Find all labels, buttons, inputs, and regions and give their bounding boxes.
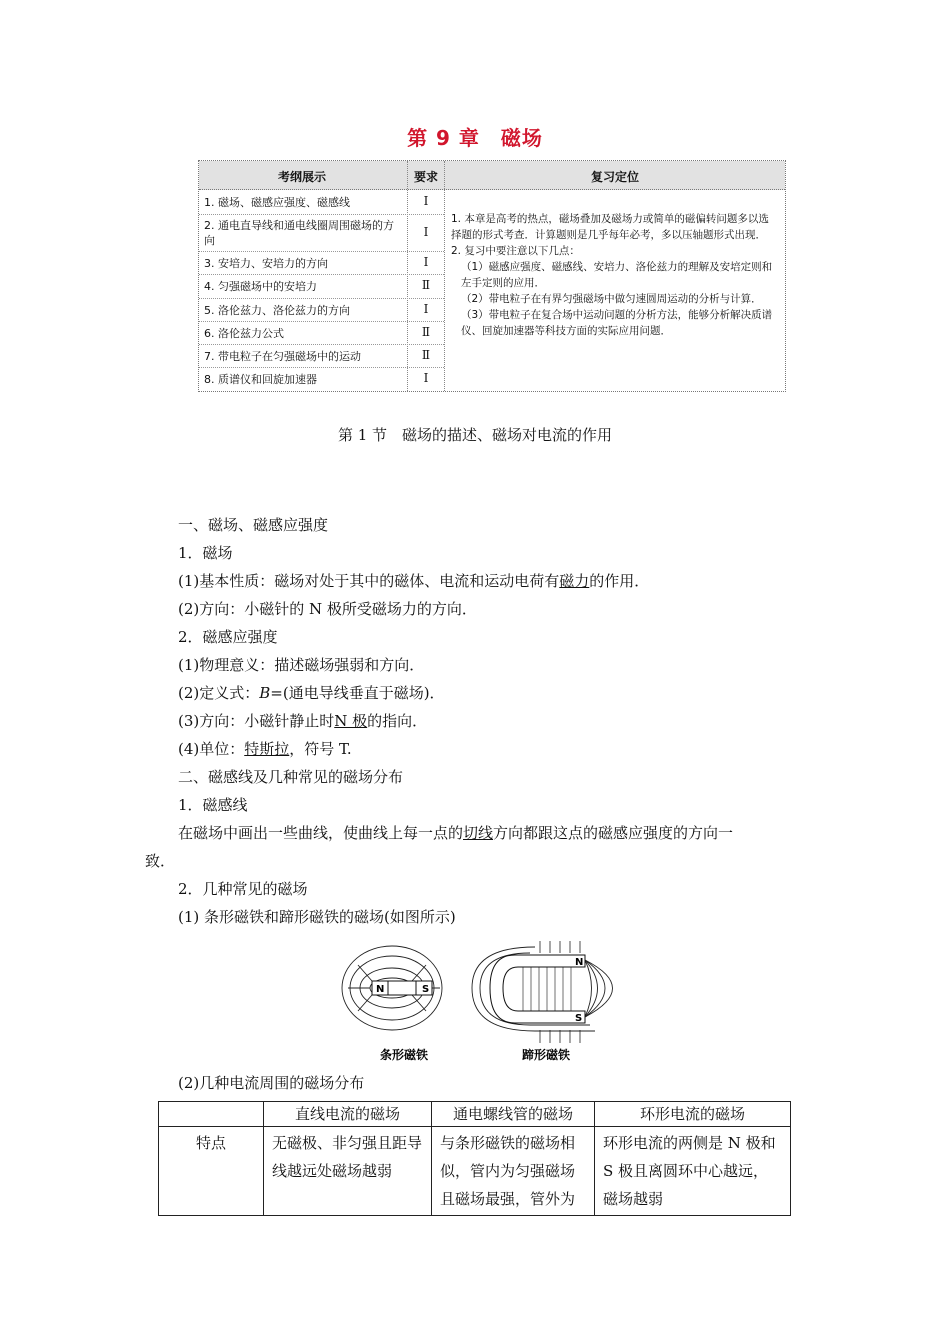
syllabus-table (198, 160, 786, 392)
subheading-field-lines: 1．磁感线 (178, 796, 248, 814)
subheading-magnetic-field: 1．磁场 (178, 544, 233, 562)
paragraph-direction: (2)方向：小磁针的 N 极所受磁场力的方向． (178, 600, 477, 618)
header-requirement: 要求 (413, 170, 438, 184)
magnet-field-diagram (340, 935, 640, 1070)
paragraph-b-direction: (3)方向：小磁针静止时N 极的指向． (178, 712, 428, 730)
chapter-title: 第 9 章 磁场 (407, 126, 543, 150)
row-label: 特点 (159, 1127, 264, 1216)
syllabus-header (199, 161, 785, 190)
syllabus-row: 3. 安培力、安培力的方向 Ⅰ (199, 252, 444, 275)
paragraph-physical-meaning: (1)物理意义：描述磁场强弱和方向． (178, 656, 425, 674)
table-header-solenoid: 通电螺线管的磁场 (432, 1102, 595, 1127)
current-field-table (158, 1101, 791, 1216)
section-title: 第 1 节 磁场的描述、磁场对电流的作用 (337, 426, 613, 444)
syllabus-row: 4. 匀强磁场中的安培力 Ⅱ (199, 275, 444, 299)
table-header-row (159, 1102, 791, 1127)
bar-magnet-s-label: S (422, 984, 430, 995)
syllabus-row: 6. 洛伦兹力公式 Ⅱ (199, 322, 444, 345)
syllabus-row: 1. 磁场、磁感应强度、磁感线 Ⅰ (199, 191, 444, 215)
subheading-induction: 2．磁感应强度 (178, 628, 278, 646)
table-header-loop: 环形电流的磁场 (595, 1102, 791, 1127)
subheading-common-fields: 2．几种常见的磁场 (178, 880, 308, 898)
cell-solenoid: 与条形磁铁的磁场相似，管内为匀强磁场且磁场最强，管外为 (432, 1127, 595, 1216)
syllabus-row: 7. 带电粒子在匀强磁场中的运动 Ⅱ (199, 345, 444, 368)
syllabus-row: 2. 通电直导线和通电线圈周围磁场的方向 Ⅰ (199, 215, 444, 252)
heading-2: 二、磁感线及几种常见的磁场分布 (178, 768, 404, 786)
review-positioning: 1. 本章是高考的热点，磁场叠加及磁场力或简单的磁偏转问题多以选择题的形式考查．计算题则是几乎每年必考，多以压轴题形式出现． 2. 复习中要注意以下几点： （1）磁感应强度、磁感线、安培力、洛伦兹力的理解及安培定则和左手定则的应用． （2）带电粒子在有界匀强磁场中做匀速圆周运动的分析与计算． （3）带电粒子在复合场中运动问题的分析方法，能够分析解决质谱仪、回旋加速器等科技方面的实际应用问题． (451, 213, 773, 337)
cell-loop: 环形电流的两侧是 N 极和 S 极且离圆环中心越远，磁场越弱 (595, 1127, 791, 1216)
horseshoe-n-label: N (575, 957, 584, 968)
syllabus-row: 5. 洛伦兹力、洛伦兹力的方向 Ⅰ (199, 299, 444, 322)
paragraph-basic-property: (1)基本性质：磁场对处于其中的磁体、电流和运动电荷有磁力的作用． (178, 572, 650, 590)
paragraph-field-lines: 在磁场中画出一些曲线，使曲线上每一点的切线方向都跟这点的磁感应强度的方向一 (178, 824, 734, 842)
cell-straight: 无磁极、非匀强且距导线越远处磁场越弱 (264, 1127, 432, 1216)
paragraph-unit: (4)单位：特斯拉，符号 T. (178, 740, 352, 758)
horseshoe-s-label: S (575, 1013, 583, 1024)
bar-magnet-n-label: N (376, 984, 385, 995)
magnet-field-figure (340, 935, 640, 1070)
header-outline: 考纲展示 (277, 170, 326, 184)
paragraph-definition: (2)定义式：B=(通电导线垂直于磁场)． (178, 684, 445, 702)
heading-1: 一、磁场、磁感应强度 (178, 516, 329, 534)
paragraph-field-lines-cont: 致． (145, 852, 176, 870)
bar-magnet-caption: 条形磁铁 (380, 1048, 429, 1062)
table-row (159, 1127, 791, 1216)
table-header-empty (159, 1102, 264, 1127)
header-positioning: 复习定位 (590, 170, 639, 184)
paragraph-magnets: (1) 条形磁铁和蹄形磁铁的磁场(如图所示) (178, 908, 456, 926)
table-header-straight: 直线电流的磁场 (264, 1102, 432, 1127)
horseshoe-magnet-caption: 蹄形磁铁 (522, 1048, 571, 1062)
syllabus-row: 8. 质谱仪和回旋加速器 Ⅰ (204, 371, 429, 386)
paragraph-current-fields: (2)几种电流周围的磁场分布 (178, 1074, 365, 1092)
